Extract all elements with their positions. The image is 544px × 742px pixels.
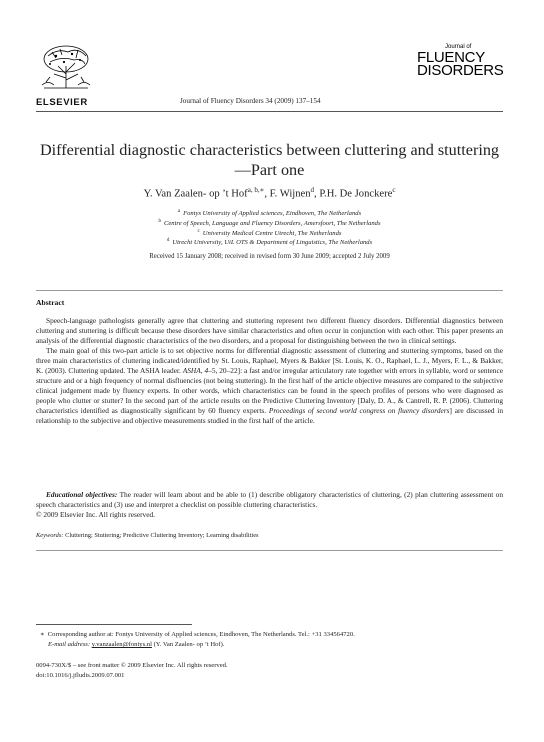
keywords-label: Keywords: xyxy=(36,532,64,539)
doi-link[interactable]: 10.1016/j.jfludis.2009.07.001 xyxy=(46,672,125,679)
front-matter xyxy=(36,661,228,681)
header-divider xyxy=(36,111,503,112)
author-affiliation-marker[interactable]: d xyxy=(310,186,315,194)
received-dates: Received 15 January 2008; received in revised form 30 June 2009; accepted 2 July 2009 xyxy=(149,253,390,260)
abstract-text: The main goal of this two-part article is to set objective norms for differential diagnostic assessment of cluttering and stuttering symptoms, based on the three main characteristics of cluttering indicated/identified by St. Louis, Raphael, Myers & Bakker [St. Louis, K. O., Raphael, L. J., Myers, F. L., & Bakker, K. (2003). Cluttering updated. The ASHA leader. xyxy=(36,346,503,376)
affiliation xyxy=(36,219,503,227)
affiliation-text: University Medical Centre Utrecht, The Netherlands xyxy=(202,230,342,238)
email-label: E-mail address: xyxy=(48,641,91,648)
elsevier-tree-icon xyxy=(38,44,94,90)
copyright-notice: © 2009 Elsevier Inc. All rights reserved. xyxy=(36,510,155,520)
abstract-top-divider xyxy=(36,290,503,291)
abstract-citation-italic: Proceedings of second world congress on fluency disorders xyxy=(268,406,450,416)
affiliation-marker: d xyxy=(166,238,170,243)
affiliation-text: Fontys University of Applied sciences, Eindhoven, The Netherlands xyxy=(183,210,362,218)
affiliation-marker: a xyxy=(177,209,181,214)
author-separator: , xyxy=(314,188,320,200)
abstract-body xyxy=(36,316,503,427)
footnote-text: Corresponding author at: Fontys University of Applied sciences, Eindhoven, The Netherlands. Tel.: +31 334564720. xyxy=(47,631,355,638)
email-suffix: (Y. Van Zaalen- op ’t Hof). xyxy=(151,641,225,648)
article-title: Differential diagnostic characteristics between cluttering and stuttering—Part one xyxy=(39,141,500,179)
abstract-bottom-divider xyxy=(36,550,503,551)
keywords xyxy=(36,532,259,539)
affiliation xyxy=(36,238,503,246)
affiliation-text: Utrecht University, UiL OTS & Department of Linguistics, The Netherlands xyxy=(172,239,373,247)
journal-logo-line1: FLUENCY xyxy=(417,49,485,66)
affiliation-text: Centre of Speech, Language and Fluency Disorders, Amersfoort, The Netherlands xyxy=(163,220,381,228)
journal-logo[interactable] xyxy=(417,44,503,77)
journal-logo-prefix: Journal of xyxy=(445,44,472,50)
abstract-citation-italic: ASHA, 4 xyxy=(182,366,209,376)
author-list xyxy=(36,186,503,200)
journal-citation[interactable]: Journal of Fluency Disorders 34 (2009) 137–154 xyxy=(180,97,321,105)
author-name[interactable]: Y. Van Zaalen- op ’t Hof xyxy=(143,188,248,200)
abstract-paragraph: Speech-language pathologists generally agree that cluttering and stuttering represent two different fluency disorders. Differential diagnostics between cluttering and stuttering is difficult because these disorders have similar characteristics and often occur in conjunction with each other. This paper presents an analysis of the differential diagnostic characteristics of the two disorders, and a proposal for distinguishing between the two in clinical settings. xyxy=(36,316,503,346)
abstract-text: ] are discussed in relationship to the subjective and objective measurements studied in the first half of the article. xyxy=(36,406,503,426)
issn-line: 0094-730X/$ – see front matter © 2009 Elsevier Inc. All rights reserved. xyxy=(36,662,228,669)
educational-objectives xyxy=(36,490,503,520)
affiliation xyxy=(36,229,503,237)
author-name[interactable]: P.H. De Jonckere xyxy=(319,188,393,200)
objectives-paragraph xyxy=(36,490,503,510)
author-separator: , xyxy=(264,188,270,200)
author-affiliation-marker[interactable]: a, b,∗ xyxy=(247,186,265,194)
abstract-heading: Abstract xyxy=(36,298,65,307)
objectives-text: The reader will learn about and be able to (1) describe obligatory characteristics of cluttering, (2) plan cluttering assessment on speech characteristics and (3) use and interpret a checklist on possible cluttering characteristics. xyxy=(36,490,504,510)
corresponding-author-footnote xyxy=(40,630,500,650)
keywords-text: Cluttering; Stuttering; Predictive Cluttering Inventory; Learning disabilities xyxy=(63,532,259,539)
doi-label: doi: xyxy=(36,672,47,679)
footnote-marker: ∗ xyxy=(40,631,45,638)
affiliation-marker: c xyxy=(197,229,200,234)
author-affiliation-marker[interactable]: c xyxy=(392,186,396,194)
abstract-paragraph xyxy=(36,346,503,426)
affiliation xyxy=(36,209,503,217)
author-name[interactable]: F. Wijnen xyxy=(269,188,311,200)
elsevier-logo[interactable] xyxy=(36,44,100,108)
publisher-name: ELSEVIER xyxy=(36,97,88,108)
affiliation-marker: b xyxy=(158,219,161,224)
objectives-label: Educational objectives: xyxy=(46,490,118,499)
footnote-divider xyxy=(36,624,192,625)
email-link[interactable]: y.vanzaalen@fontys.nl xyxy=(91,641,152,648)
journal-logo-line2: DISORDERS xyxy=(417,62,504,79)
abstract-text: –5, 20–22]: a fast and/or irregular articulatory rate together with errors in syllable, word or sentence structure and or a high frequency of normal disfluencies (not being stuttering). In the first half of the article objective measures are compared to the subjective clinical judgement made by fluency experts. In other words, which characteristics can be found in the speech profiles of persons who were diagnosed as people who clutter or stutter? In the second part of the article results on the Predictive Cluttering Inventory [Daly, D. A., & Cantrell, R. P. (2006). Cluttering characteristics identified as diagnostically significant by 60 fluency experts. xyxy=(36,366,503,416)
